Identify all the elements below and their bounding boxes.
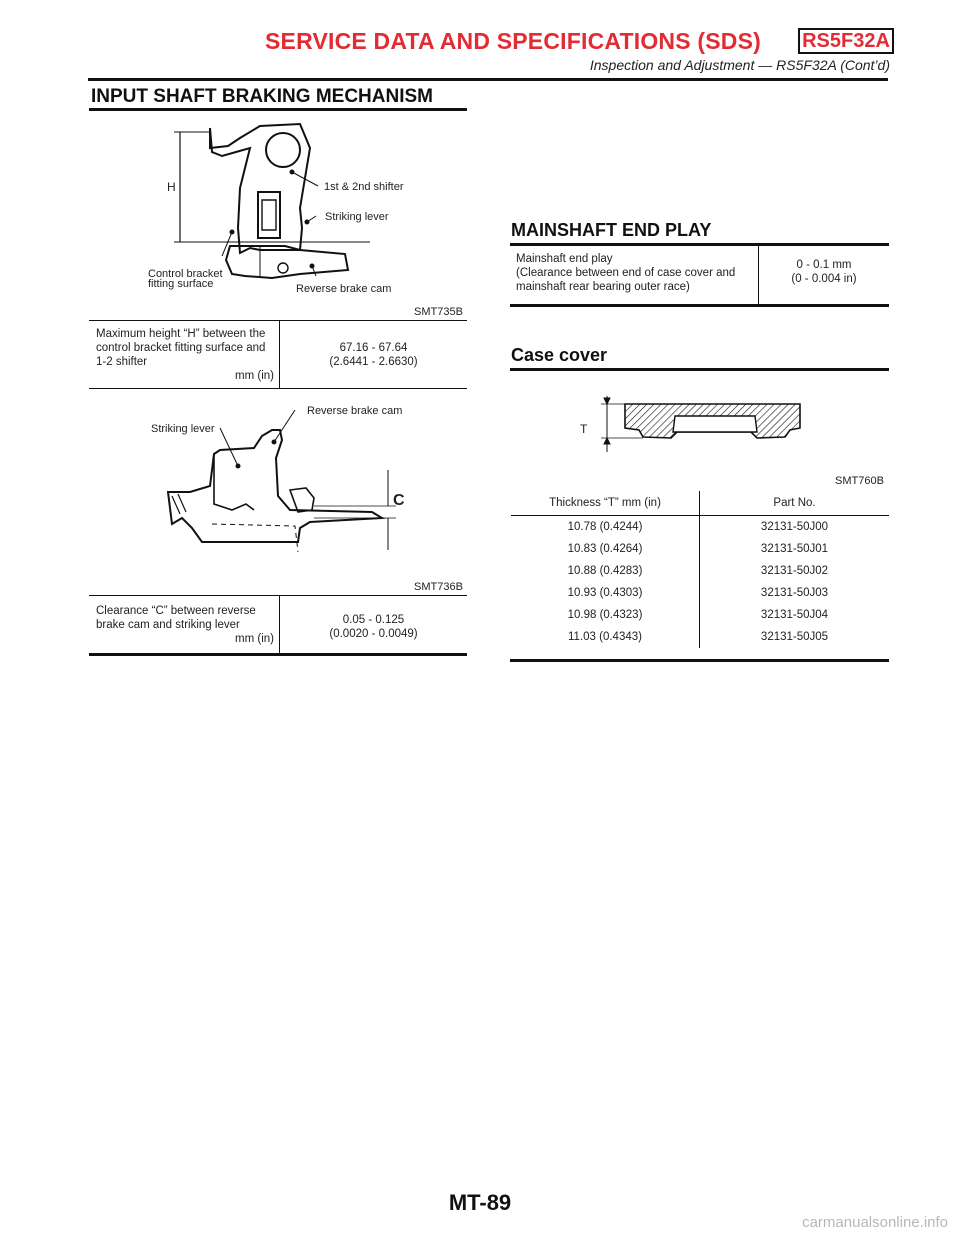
cell-part-no: 32131-50J03: [760, 587, 829, 599]
spec-value-in: (0 - 0.004 in): [791, 273, 857, 285]
cell-part-no: 32131-50J04: [760, 609, 829, 621]
figure-id: SMT736B: [414, 581, 463, 593]
label-control-bracket: Control bracket: [148, 268, 223, 280]
label-striking-lever: Striking lever: [325, 211, 389, 223]
col-header-part-no: Part No.: [700, 491, 890, 516]
label-striking-lever: Striking lever: [151, 423, 215, 435]
spec-unit: mm (in): [235, 633, 274, 645]
spec-value-in: (2.6441 - 2.6630): [329, 356, 418, 368]
table-rule-bottom: [510, 659, 889, 662]
table-rule-bottom: [510, 304, 889, 307]
table-row: [511, 582, 889, 604]
spec-label: mainshaft rear bearing outer race): [516, 281, 690, 293]
case-cover-table: [511, 491, 889, 648]
section-rule: [89, 108, 467, 111]
cell-thickness: 10.88 (0.4283): [511, 560, 700, 582]
cell-thickness: 10.83 (0.4264): [511, 538, 700, 560]
page-header-subtitle: Inspection and Adjustment — RS5F32A (Cont’d): [589, 57, 890, 73]
label-shifter: 1st & 2nd shifter: [324, 181, 404, 193]
table-rule-bottom: [89, 388, 467, 389]
table-row: [511, 604, 889, 626]
figure-smt760b: [595, 392, 815, 462]
cell-thickness: 10.93 (0.4303): [511, 582, 700, 604]
label-t: T: [580, 422, 588, 436]
spec-value-in: (0.0020 - 0.0049): [329, 628, 418, 640]
page-header-title: SERVICE DATA AND SPECIFICATIONS (SDS): [265, 28, 761, 54]
label-fitting-surface: fitting surface: [148, 278, 214, 290]
spec-value-mm: 0 - 0.1 mm: [796, 259, 852, 271]
section-title-case-cover: Case cover: [511, 345, 608, 365]
spec-label: 1-2 shifter: [96, 356, 148, 368]
figure-id: SMT760B: [835, 475, 884, 487]
watermark: carmanualsonline.info: [802, 1214, 948, 1231]
figure-id: SMT735B: [414, 306, 463, 318]
table-rule-top: [89, 595, 467, 596]
cell-part-no: 32131-50J02: [760, 565, 829, 577]
cell-part-no: 32131-50J05: [760, 631, 829, 643]
label-reverse-brake-cam: Reverse brake cam: [307, 405, 403, 417]
spec-label: Mainshaft end play: [516, 253, 613, 265]
header-rule: [88, 78, 888, 81]
spec-unit: mm (in): [235, 370, 274, 382]
cell-thickness: 10.98 (0.4323): [511, 604, 700, 626]
label-h: H: [167, 180, 176, 194]
cell-part-no: 32131-50J01: [760, 543, 829, 555]
spec-label: brake cam and striking lever: [96, 619, 240, 631]
cell-part-no: 32131-50J00: [760, 521, 829, 533]
table-row: [511, 516, 889, 539]
table-row: [511, 560, 889, 582]
cell-thickness: 11.03 (0.4343): [511, 626, 700, 648]
table-rule-top: [89, 320, 467, 321]
cell-thickness: 10.78 (0.4244): [511, 516, 700, 539]
label-c: C: [393, 492, 405, 509]
section-rule: [510, 368, 889, 371]
col-header-thickness: Thickness “T” mm (in): [511, 491, 700, 516]
page-number: MT-89: [448, 1190, 512, 1215]
model-badge: RS5F32A: [798, 28, 894, 54]
spec-value-mm: 0.05 - 0.125: [342, 614, 405, 626]
spec-label: control bracket fitting surface and: [96, 342, 266, 354]
table-header-row: [511, 491, 889, 516]
table-row: [511, 626, 889, 648]
section-rule: [510, 243, 889, 246]
spec-value-mm: 67.16 - 67.64: [339, 342, 408, 354]
table-row: [511, 538, 889, 560]
table-rule-bottom: [89, 653, 467, 656]
spec-label: Maximum height “H” between the: [96, 328, 266, 340]
spec-label: (Clearance between end of case cover and: [516, 267, 736, 279]
spec-label: Clearance “C” between reverse: [96, 605, 256, 617]
section-title-input-shaft: INPUT SHAFT BRAKING MECHANISM: [91, 86, 433, 107]
label-reverse-brake-cam: Reverse brake cam: [296, 283, 392, 295]
section-title-mainshaft: MAINSHAFT END PLAY: [511, 220, 712, 240]
